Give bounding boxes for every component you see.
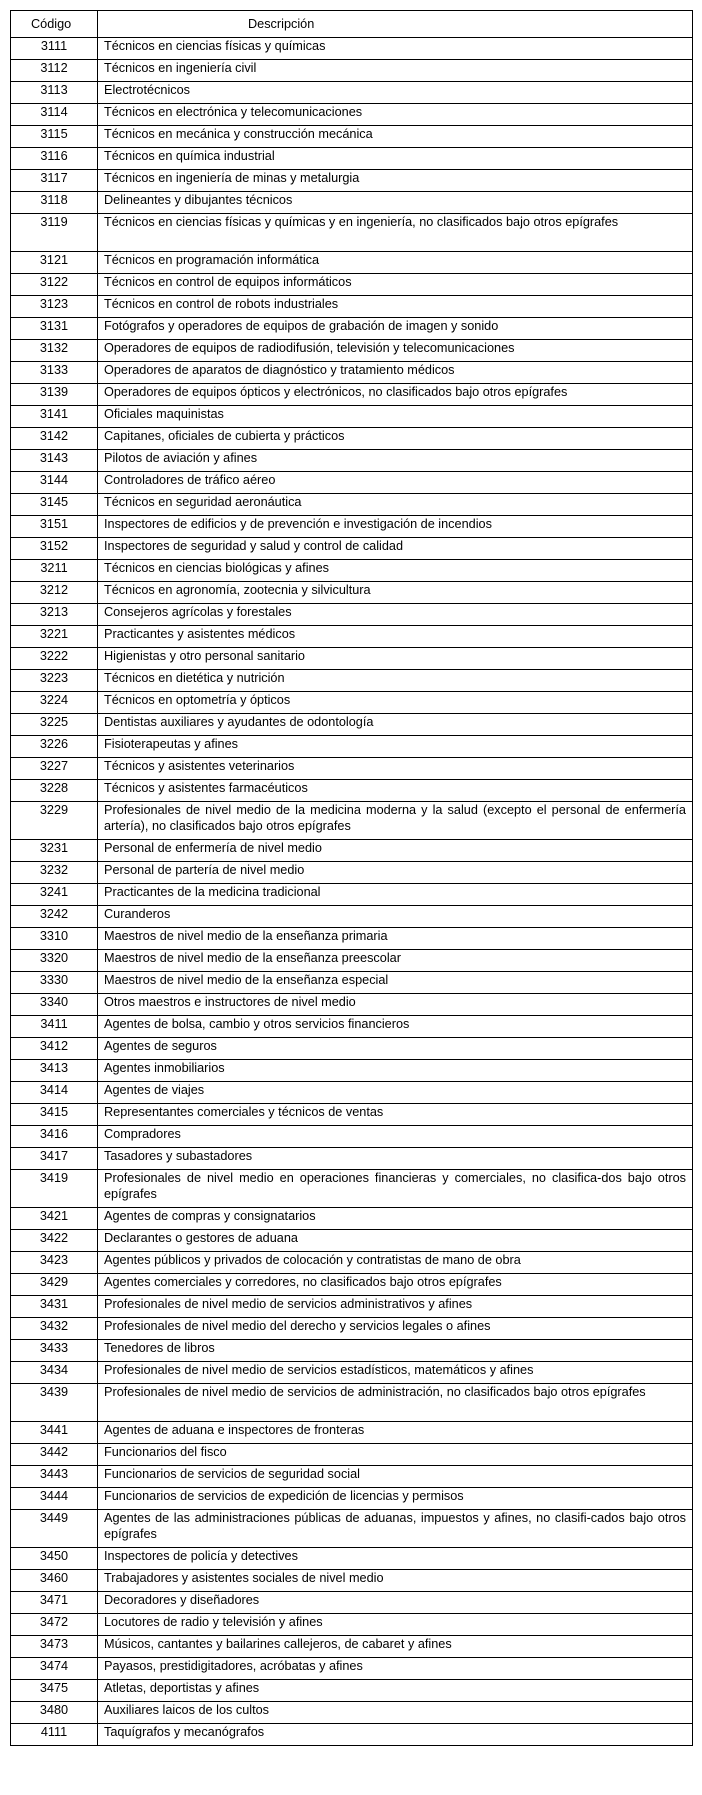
description-cell: Otros maestros e instructores de nivel medio <box>98 994 693 1016</box>
description-cell: Funcionarios del fisco <box>98 1444 693 1466</box>
description-cell: Agentes de bolsa, cambio y otros servicios financieros <box>98 1016 693 1038</box>
code-cell: 3411 <box>11 1016 98 1038</box>
table-row <box>11 692 693 714</box>
occupation-codes-table <box>10 10 693 1746</box>
code-cell: 3460 <box>11 1570 98 1592</box>
code-cell: 3450 <box>11 1548 98 1570</box>
table-row <box>11 1570 693 1592</box>
description-cell: Capitanes, oficiales de cubierta y prácticos <box>98 428 693 450</box>
code-cell: 3449 <box>11 1510 98 1548</box>
table-row <box>11 994 693 1016</box>
table-row <box>11 274 693 296</box>
header-code: Código <box>11 11 98 38</box>
description-cell: Técnicos en mecánica y construcción mecánica <box>98 126 693 148</box>
table-header-row <box>11 11 693 38</box>
description-cell: Técnicos en seguridad aeronáutica <box>98 494 693 516</box>
code-cell: 3213 <box>11 604 98 626</box>
code-cell: 3131 <box>11 318 98 340</box>
table-row <box>11 928 693 950</box>
table-row <box>11 148 693 170</box>
table-row <box>11 1252 693 1274</box>
description-cell: Técnicos en optometría y ópticos <box>98 692 693 714</box>
table-row <box>11 1362 693 1384</box>
table-row <box>11 428 693 450</box>
code-cell: 3413 <box>11 1060 98 1082</box>
code-cell: 3480 <box>11 1702 98 1724</box>
table-row <box>11 560 693 582</box>
code-cell: 3133 <box>11 362 98 384</box>
table-row <box>11 1016 693 1038</box>
code-cell: 3310 <box>11 928 98 950</box>
code-cell: 3119 <box>11 214 98 252</box>
code-cell: 3229 <box>11 802 98 840</box>
table-row <box>11 104 693 126</box>
table-body <box>11 38 693 1746</box>
table-row <box>11 780 693 802</box>
code-cell: 3152 <box>11 538 98 560</box>
table-row <box>11 126 693 148</box>
description-cell: Decoradores y diseñadores <box>98 1592 693 1614</box>
code-cell: 3121 <box>11 252 98 274</box>
table-row <box>11 1444 693 1466</box>
description-cell: Maestros de nivel medio de la enseñanza primaria <box>98 928 693 950</box>
code-cell: 3433 <box>11 1340 98 1362</box>
table-row <box>11 82 693 104</box>
table-row <box>11 626 693 648</box>
description-cell: Curanderos <box>98 906 693 928</box>
table-row <box>11 1318 693 1340</box>
code-cell: 3415 <box>11 1104 98 1126</box>
code-cell: 3116 <box>11 148 98 170</box>
code-cell: 3132 <box>11 340 98 362</box>
code-cell: 3330 <box>11 972 98 994</box>
description-cell: Agentes comerciales y corredores, no clasificados bajo otros epígrafes <box>98 1274 693 1296</box>
description-cell: Profesionales de nivel medio en operaciones financieras y comerciales, no clasifica-dos bajo otros epígrafes <box>98 1170 693 1208</box>
description-cell: Inspectores de policía y detectives <box>98 1548 693 1570</box>
description-cell: Profesionales de nivel medio de la medicina moderna y la salud (excepto el personal de enfermería artería), no clasificados bajo otros epígrafes <box>98 802 693 840</box>
table-row <box>11 38 693 60</box>
code-cell: 3223 <box>11 670 98 692</box>
table-row <box>11 1548 693 1570</box>
code-cell: 3228 <box>11 780 98 802</box>
table-row <box>11 1274 693 1296</box>
code-cell: 3434 <box>11 1362 98 1384</box>
code-cell: 3431 <box>11 1296 98 1318</box>
table-row <box>11 648 693 670</box>
description-cell: Técnicos en ciencias físicas y químicas <box>98 38 693 60</box>
description-cell: Técnicos en agronomía, zootecnia y silvicultura <box>98 582 693 604</box>
code-cell: 3473 <box>11 1636 98 1658</box>
code-cell: 3472 <box>11 1614 98 1636</box>
description-cell: Técnicos en ciencias físicas y químicas y en ingeniería, no clasificados bajo otros epígrafes <box>98 214 693 252</box>
code-cell: 3212 <box>11 582 98 604</box>
description-cell: Funcionarios de servicios de expedición de licencias y permisos <box>98 1488 693 1510</box>
description-cell: Maestros de nivel medio de la enseñanza especial <box>98 972 693 994</box>
table-row <box>11 296 693 318</box>
code-cell: 3122 <box>11 274 98 296</box>
description-cell: Técnicos en ingeniería de minas y metalurgia <box>98 170 693 192</box>
description-cell: Operadores de equipos de radiodifusión, televisión y telecomunicaciones <box>98 340 693 362</box>
code-cell: 3145 <box>11 494 98 516</box>
description-cell: Oficiales maquinistas <box>98 406 693 428</box>
code-cell: 3423 <box>11 1252 98 1274</box>
code-cell: 3419 <box>11 1170 98 1208</box>
code-cell: 3414 <box>11 1082 98 1104</box>
table-row <box>11 972 693 994</box>
description-cell: Auxiliares laicos de los cultos <box>98 1702 693 1724</box>
code-cell: 3143 <box>11 450 98 472</box>
description-cell: Tenedores de libros <box>98 1340 693 1362</box>
table-row <box>11 170 693 192</box>
description-cell: Compradores <box>98 1126 693 1148</box>
table-row <box>11 1680 693 1702</box>
table-row <box>11 450 693 472</box>
table-row <box>11 362 693 384</box>
table-row <box>11 192 693 214</box>
description-cell: Profesionales de nivel medio de servicios de administración, no clasificados bajo otros epígrafes <box>98 1384 693 1422</box>
description-cell: Agentes de seguros <box>98 1038 693 1060</box>
description-cell: Técnicos en control de equipos informáticos <box>98 274 693 296</box>
description-cell: Técnicos y asistentes farmacéuticos <box>98 780 693 802</box>
code-cell: 3151 <box>11 516 98 538</box>
table-row <box>11 1384 693 1422</box>
table-row <box>11 862 693 884</box>
table-row <box>11 1422 693 1444</box>
code-cell: 3444 <box>11 1488 98 1510</box>
description-cell: Electrotécnicos <box>98 82 693 104</box>
description-cell: Fisioterapeutas y afines <box>98 736 693 758</box>
table-row <box>11 214 693 252</box>
table-row <box>11 494 693 516</box>
description-cell: Personal de partería de nivel medio <box>98 862 693 884</box>
code-cell: 3222 <box>11 648 98 670</box>
code-cell: 3442 <box>11 1444 98 1466</box>
description-cell: Técnicos en química industrial <box>98 148 693 170</box>
table-row <box>11 736 693 758</box>
description-cell: Agentes de las administraciones públicas de aduanas, impuestos y afines, no clasifi-cados bajo otros epígrafes <box>98 1510 693 1548</box>
description-cell: Agentes de aduana e inspectores de fronteras <box>98 1422 693 1444</box>
table-row <box>11 1060 693 1082</box>
description-cell: Técnicos y asistentes veterinarios <box>98 758 693 780</box>
table-row <box>11 472 693 494</box>
code-cell: 3139 <box>11 384 98 406</box>
description-cell: Operadores de equipos ópticos y electrónicos, no clasificados bajo otros epígrafes <box>98 384 693 406</box>
description-cell: Operadores de aparatos de diagnóstico y tratamiento médicos <box>98 362 693 384</box>
code-cell: 3221 <box>11 626 98 648</box>
table-row <box>11 1724 693 1746</box>
description-cell: Controladores de tráfico aéreo <box>98 472 693 494</box>
description-cell: Pilotos de aviación y afines <box>98 450 693 472</box>
description-cell: Taquígrafos y mecanógrafos <box>98 1724 693 1746</box>
description-cell: Técnicos en ingeniería civil <box>98 60 693 82</box>
code-cell: 3429 <box>11 1274 98 1296</box>
description-cell: Técnicos en programación informática <box>98 252 693 274</box>
description-cell: Representantes comerciales y técnicos de ventas <box>98 1104 693 1126</box>
description-cell: Profesionales de nivel medio de servicios administrativos y afines <box>98 1296 693 1318</box>
description-cell: Funcionarios de servicios de seguridad social <box>98 1466 693 1488</box>
code-cell: 3144 <box>11 472 98 494</box>
description-cell: Agentes inmobiliarios <box>98 1060 693 1082</box>
description-cell: Agentes públicos y privados de colocación y contratistas de mano de obra <box>98 1252 693 1274</box>
table-row <box>11 1702 693 1724</box>
table-row <box>11 1148 693 1170</box>
table-row <box>11 1104 693 1126</box>
table-row <box>11 318 693 340</box>
description-cell: Agentes de viajes <box>98 1082 693 1104</box>
table-row <box>11 384 693 406</box>
description-cell: Maestros de nivel medio de la enseñanza preescolar <box>98 950 693 972</box>
table-row <box>11 1038 693 1060</box>
code-cell: 3114 <box>11 104 98 126</box>
description-cell: Fotógrafos y operadores de equipos de grabación de imagen y sonido <box>98 318 693 340</box>
description-cell: Locutores de radio y televisión y afines <box>98 1614 693 1636</box>
code-cell: 3432 <box>11 1318 98 1340</box>
code-cell: 3340 <box>11 994 98 1016</box>
table-row <box>11 538 693 560</box>
description-cell: Practicantes de la medicina tradicional <box>98 884 693 906</box>
code-cell: 3439 <box>11 1384 98 1422</box>
table-row <box>11 60 693 82</box>
description-cell: Inspectores de edificios y de prevención e investigación de incendios <box>98 516 693 538</box>
description-cell: Técnicos en electrónica y telecomunicaciones <box>98 104 693 126</box>
description-cell: Practicantes y asistentes médicos <box>98 626 693 648</box>
table-row <box>11 1510 693 1548</box>
code-cell: 3123 <box>11 296 98 318</box>
description-cell: Profesionales de nivel medio del derecho y servicios legales o afines <box>98 1318 693 1340</box>
table-row <box>11 1488 693 1510</box>
code-cell: 3111 <box>11 38 98 60</box>
code-cell: 3224 <box>11 692 98 714</box>
table-row <box>11 1170 693 1208</box>
code-cell: 3141 <box>11 406 98 428</box>
code-cell: 3118 <box>11 192 98 214</box>
code-cell: 3142 <box>11 428 98 450</box>
table-row <box>11 252 693 274</box>
table-row <box>11 1126 693 1148</box>
table-row <box>11 884 693 906</box>
code-cell: 3412 <box>11 1038 98 1060</box>
table-row <box>11 516 693 538</box>
table-row <box>11 340 693 362</box>
description-cell: Profesionales de nivel medio de servicios estadísticos, matemáticos y afines <box>98 1362 693 1384</box>
code-cell: 3471 <box>11 1592 98 1614</box>
table-row <box>11 1658 693 1680</box>
description-cell: Técnicos en control de robots industriales <box>98 296 693 318</box>
table-row <box>11 582 693 604</box>
code-cell: 3474 <box>11 1658 98 1680</box>
description-cell: Consejeros agrícolas y forestales <box>98 604 693 626</box>
code-cell: 3475 <box>11 1680 98 1702</box>
table-row <box>11 604 693 626</box>
description-cell: Trabajadores y asistentes sociales de nivel medio <box>98 1570 693 1592</box>
table-row <box>11 1466 693 1488</box>
table-row <box>11 802 693 840</box>
code-cell: 3211 <box>11 560 98 582</box>
table-row <box>11 950 693 972</box>
code-cell: 3421 <box>11 1208 98 1230</box>
code-cell: 3441 <box>11 1422 98 1444</box>
table-row <box>11 714 693 736</box>
description-cell: Tasadores y subastadores <box>98 1148 693 1170</box>
description-cell: Técnicos en ciencias biológicas y afines <box>98 560 693 582</box>
table-row <box>11 1340 693 1362</box>
table-row <box>11 1296 693 1318</box>
description-cell: Declarantes o gestores de aduana <box>98 1230 693 1252</box>
code-cell: 3112 <box>11 60 98 82</box>
code-cell: 3320 <box>11 950 98 972</box>
code-cell: 3231 <box>11 840 98 862</box>
code-cell: 3225 <box>11 714 98 736</box>
code-cell: 3443 <box>11 1466 98 1488</box>
code-cell: 3416 <box>11 1126 98 1148</box>
description-cell: Atletas, deportistas y afines <box>98 1680 693 1702</box>
code-cell: 3113 <box>11 82 98 104</box>
code-cell: 3226 <box>11 736 98 758</box>
description-cell: Músicos, cantantes y bailarines callejeros, de cabaret y afines <box>98 1636 693 1658</box>
description-cell: Delineantes y dibujantes técnicos <box>98 192 693 214</box>
table-row <box>11 406 693 428</box>
description-cell: Higienistas y otro personal sanitario <box>98 648 693 670</box>
table-row <box>11 1592 693 1614</box>
table-row <box>11 1082 693 1104</box>
description-cell: Técnicos en dietética y nutrición <box>98 670 693 692</box>
code-cell: 3241 <box>11 884 98 906</box>
code-cell: 3422 <box>11 1230 98 1252</box>
code-cell: 3117 <box>11 170 98 192</box>
code-cell: 3417 <box>11 1148 98 1170</box>
table-row <box>11 758 693 780</box>
code-cell: 3242 <box>11 906 98 928</box>
code-cell: 4111 <box>11 1724 98 1746</box>
table-row <box>11 906 693 928</box>
header-description: Descripción <box>98 11 693 38</box>
description-cell: Personal de enfermería de nivel medio <box>98 840 693 862</box>
description-cell: Inspectores de seguridad y salud y control de calidad <box>98 538 693 560</box>
description-cell: Payasos, prestidigitadores, acróbatas y afines <box>98 1658 693 1680</box>
code-cell: 3115 <box>11 126 98 148</box>
table-row <box>11 1614 693 1636</box>
table-row <box>11 1208 693 1230</box>
table-row <box>11 670 693 692</box>
description-cell: Dentistas auxiliares y ayudantes de odontología <box>98 714 693 736</box>
description-cell: Agentes de compras y consignatarios <box>98 1208 693 1230</box>
code-cell: 3227 <box>11 758 98 780</box>
table-row <box>11 1636 693 1658</box>
table-row <box>11 1230 693 1252</box>
table-row <box>11 840 693 862</box>
code-cell: 3232 <box>11 862 98 884</box>
